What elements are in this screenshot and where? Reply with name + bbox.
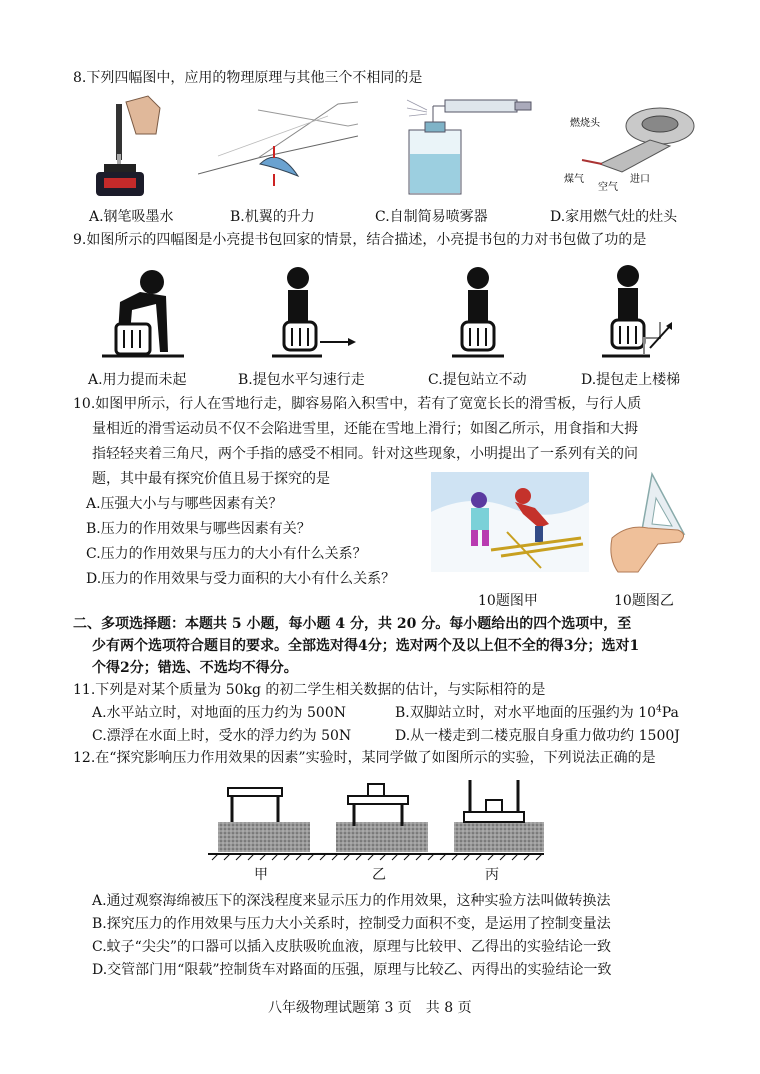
q11-option-c: C.漂浮在水面上时，受水的浮力约为 50N (92, 728, 352, 744)
q9-fig-walk (262, 262, 358, 362)
burner-head-label: 燃烧头 (570, 118, 600, 129)
q10-fig-triangle (608, 468, 692, 576)
q8-fig-stove (560, 96, 700, 196)
q10-stem-line-2: 量相近的滑雪运动员不仅不会陷进雪里，还能在雪地上滑行；如图乙所示，用食指和大拇 (92, 421, 638, 437)
inlet-label: 进口 (630, 174, 650, 185)
q11-option-b: B.双脚站立时，对水平地面的压强约为 $10^4Pa$ (395, 704, 679, 721)
q9-option-b: B.提包水平匀速行走 (238, 372, 365, 388)
sponge-setup-c (454, 780, 544, 852)
q9-option-d: D.提包走上楼梯 (581, 372, 681, 388)
q12-option-a: A.通过观察海绵被压下的深浅程度来显示压力的作用效果，这种实验方法叫做转换法 (92, 893, 611, 909)
q10-option-b: B.压力的作用效果与哪些因素有关？ (86, 521, 311, 537)
air-label: 空气 (598, 182, 618, 193)
q9-option-c: C.提包站立不动 (428, 372, 527, 388)
q8-option-c: C.自制简易喷雾器 (375, 209, 488, 225)
q12-option-c: C.蚊子“尖尖”的口器可以插入皮肤吸吮血液，原理与比较甲、乙得出的实验结论一致 (92, 939, 611, 955)
gas-label: 煤气 (564, 174, 584, 185)
q10-option-c: C.压力的作用效果与压力的大小有什么关系？ (86, 546, 367, 562)
q12-fig-label-c: 丙 (485, 867, 499, 883)
sponge-setup-a (218, 788, 310, 852)
q10-option-a: A.压强大小与与哪些因素有关？ (86, 496, 283, 512)
pen-shape (116, 104, 122, 160)
q8-stem: 8.下列四幅图中，应用的物理原理与其他三个不相同的是 (73, 70, 423, 86)
section2-line-2: 少有两个选项符合题目的要求。全部选对得4分；选对两个及以上但不全的得3分；选对1 (92, 638, 640, 654)
q12-fig-sponge-experiment (208, 776, 544, 864)
q12-fig-label-a: 甲 (254, 867, 268, 883)
q8-fig-wing (198, 96, 358, 198)
q8-fig-pen-ink (86, 94, 176, 198)
q10-stem-line-3: 指轻轻夹着三角尺，两个手指的感受不相同。针对这些现象，小明提出了一系列有关的问 (92, 446, 638, 462)
q9-fig-stairs (600, 258, 680, 362)
q9-stem: 9.如图所示的四幅图是小亮提书包回家的情景，结合描述，小亮提书包的力对书包做了功的是 (73, 232, 647, 248)
q9-fig-stand (448, 262, 508, 362)
section2-line-3: 个得2分；错选、不选均不得分。 (92, 660, 298, 676)
q10-stem-line-4: 题，其中最有探究价值且易于探究的是 (92, 471, 330, 487)
q11-option-d: D.从一楼走到二楼克服自身重力做功约 1500J (395, 728, 680, 744)
q8-option-a: A.钢笔吸墨水 (89, 209, 174, 225)
q8-fig-sprayer (403, 96, 533, 198)
q12-option-d: D.交管部门用“限载”控制货车对路面的压强，原理与比较乙、丙得出的实验结论一致 (92, 962, 612, 978)
q11-option-a: A.水平站立时，对地面的压力约为 500N (92, 705, 346, 721)
q12-stem: 12.在“探究影响压力作用效果的因素”实验时，某同学做了如图所示的实验，下列说法正确的是 (73, 750, 656, 766)
q11-stem: 11.下列是对某个质量为 50kg 的初二学生相关数据的估计，与实际相符的是 (73, 682, 546, 698)
q9-fig-lift-fail (100, 262, 186, 362)
q8-option-b: B.机翼的升力 (230, 209, 315, 225)
q10-fig-a-caption: 10题图甲 (478, 593, 538, 609)
q9-option-a: A.用力提而未起 (88, 372, 187, 388)
q8-option-d: D.家用燃气灶的灶头 (550, 209, 678, 225)
sponge-setup-b (336, 784, 428, 852)
q10-stem-line-1: 10.如图甲所示，行人在雪地行走，脚容易陷入积雪中，若有了宽宽长长的滑雪板，与行人质 (73, 396, 642, 412)
q10-fig-snow (431, 472, 589, 572)
q10-fig-b-caption: 10题图乙 (614, 593, 674, 609)
q10-option-d: D.压力的作用效果与受力面积的大小有什么关系？ (86, 571, 396, 587)
q12-option-b: B.探究压力的作用效果与压力大小关系时，控制受力面积不变，是运用了控制变量法 (92, 916, 611, 932)
q12-fig-label-b: 乙 (372, 867, 386, 883)
page-footer: 八年级物理试题第 3 页 共 8 页 (268, 1000, 472, 1016)
section2-line-1: 二、多项选择题：本题共 5 小题，每小题 4 分，共 20 分。每小题给出的四个选项中，至 (73, 616, 632, 632)
